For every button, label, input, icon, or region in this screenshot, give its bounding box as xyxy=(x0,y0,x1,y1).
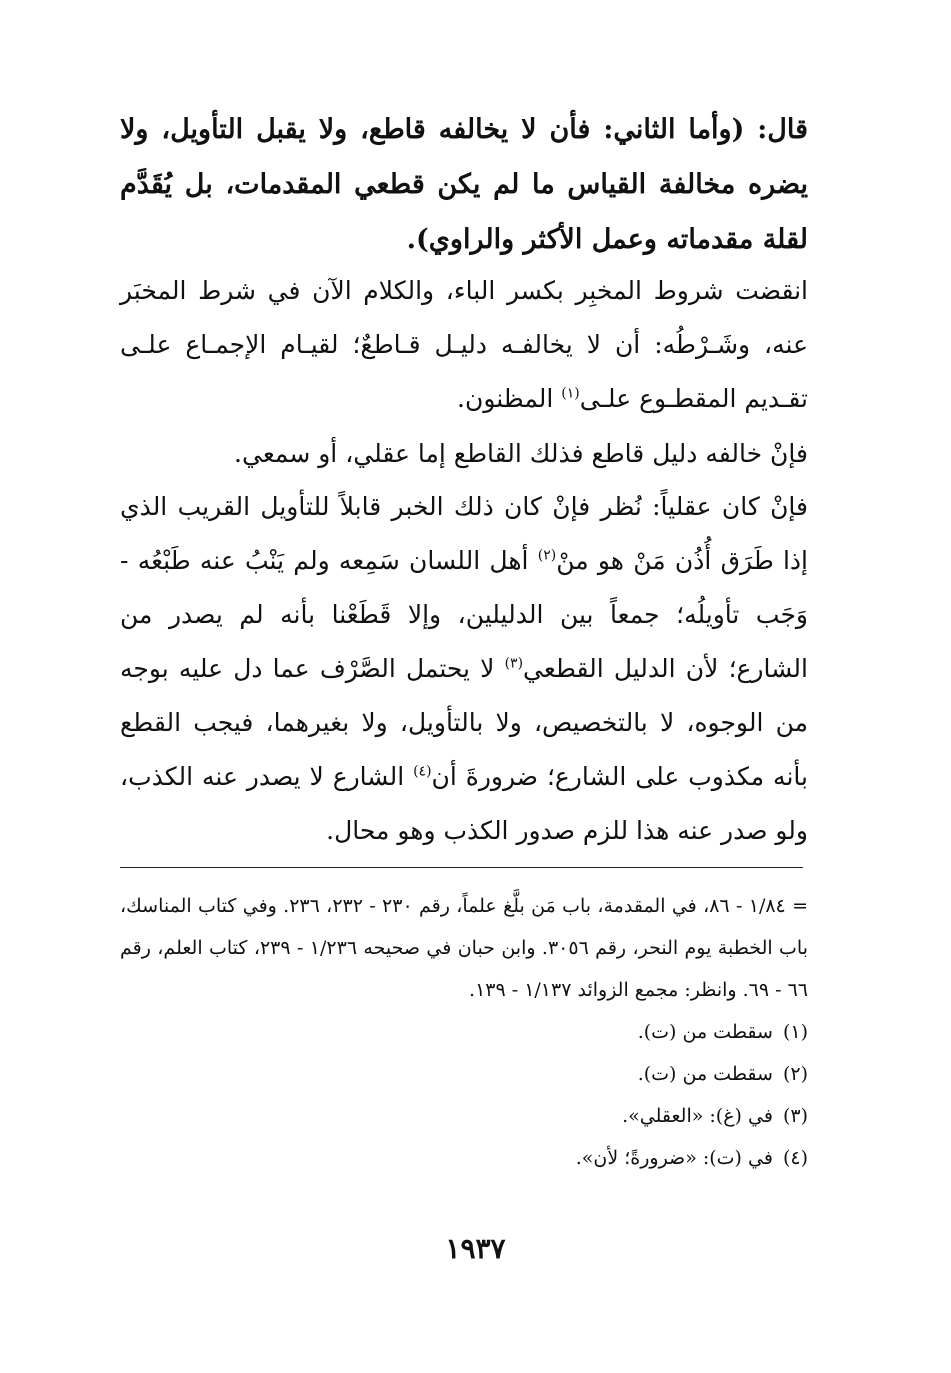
footnote-number: (٢) xyxy=(782,1063,808,1085)
footnote-item xyxy=(120,1053,808,1095)
footnote-ref-1: (١) xyxy=(561,385,580,402)
footnote-divider xyxy=(120,867,803,868)
footnote-ref-3: (٣) xyxy=(504,655,524,672)
footnote-item xyxy=(120,1095,808,1137)
footnote-item xyxy=(120,1011,808,1053)
paragraph-text: أهل اللسان سَمِعه ولم يَنْبُ عنه طَبْعُه - وَجَب تأويلُه؛ جمعاً بين الدليلين، وإلا قَطَعْنا بأنه لم يصدر من الشارع؛ لأن الدليل القطعي xyxy=(120,546,808,683)
paragraph-text: الشارع لا يصدر عنه الكذب، ولو صدر عنه هذا للزم صدور الكذب وهو محال. xyxy=(120,762,808,845)
footnote-text: سقطت من (ت). xyxy=(637,1063,773,1085)
footnote-ref-2: (٢) xyxy=(537,547,557,564)
paragraph-rational-case xyxy=(120,480,808,858)
footnote-number: (٣) xyxy=(782,1105,808,1127)
page-number: ١٩٣٧ xyxy=(445,1232,506,1265)
footnote-text: في (غ): «العقلي». xyxy=(622,1105,773,1127)
paragraph-contradiction: فإنْ خالفه دليل قاطع فذلك القاطع إما عقلي، أو سمعي. xyxy=(234,439,808,468)
paragraph-conditions xyxy=(120,264,808,426)
quoted-matn-paragraph: قال: (وأما الثاني: فأن لا يخالفه قاطع، ولا يقبل التأويل، ولا يضره مخالفة القياس ما لم يكن قطعي المقدمات، بل يُقَدَّم لقلة مقدماته وعمل الأكثر والراوي). xyxy=(120,114,808,255)
footnote-item xyxy=(120,1137,808,1179)
paragraph-text: فإنْ كان عقلياً: نُظر فإنْ كان ذلك الخبر قابلاً للتأويل القريب الذي إذا طَرَق أُذُن مَنْ هو منْ xyxy=(120,492,808,575)
footnote-text: في (ت): «ضرورةً؛ لأن». xyxy=(575,1147,773,1169)
paragraph-text: انقضت شروط المخبِر بكسر الباء، والكلام الآن في شرط المخبَر عنه، وشَـرْطُه: أن لا يخالفـه دليـل قـاطعٌ؛ لقيـام الإجمـاع علـى تقـديم المقطـوع علـى xyxy=(120,276,808,413)
footnote-number: (٤) xyxy=(782,1147,808,1169)
footnote-text: سقطت من (ت). xyxy=(637,1021,773,1043)
footnote-ref-4: (٤) xyxy=(413,763,432,780)
footnote-continuation: = ١/٨٤ - ٨٦، في المقدمة، باب مَن بلَّغ علماً، رقم ٢٣٠ - ٢٣٢، ٢٣٦. وفي كتاب المناسك، باب الخطبة يوم النحر، رقم ٣٠٥٦. وابن حبان في صحيحه ١/٢٣٦ - ٢٣٩، كتاب العلم، رقم ٦٦ - ٦٩. وانظر: مجمع الزوائد ١/١٣٧ - ١٣٩. xyxy=(120,895,809,1001)
paragraph-text: المظنون. xyxy=(457,384,562,413)
paragraph-text: لا يحتمل الصَّرْف عما دل عليه بوجه من الوجوه، لا بالتخصيص، ولا بالتأويل، ولا بغيرهما، فيجب القطع بأنه مكذوب على الشارع؛ ضرورةَ أن xyxy=(120,654,808,791)
footnote-number: (١) xyxy=(782,1021,808,1043)
footnotes-section xyxy=(120,885,808,1179)
